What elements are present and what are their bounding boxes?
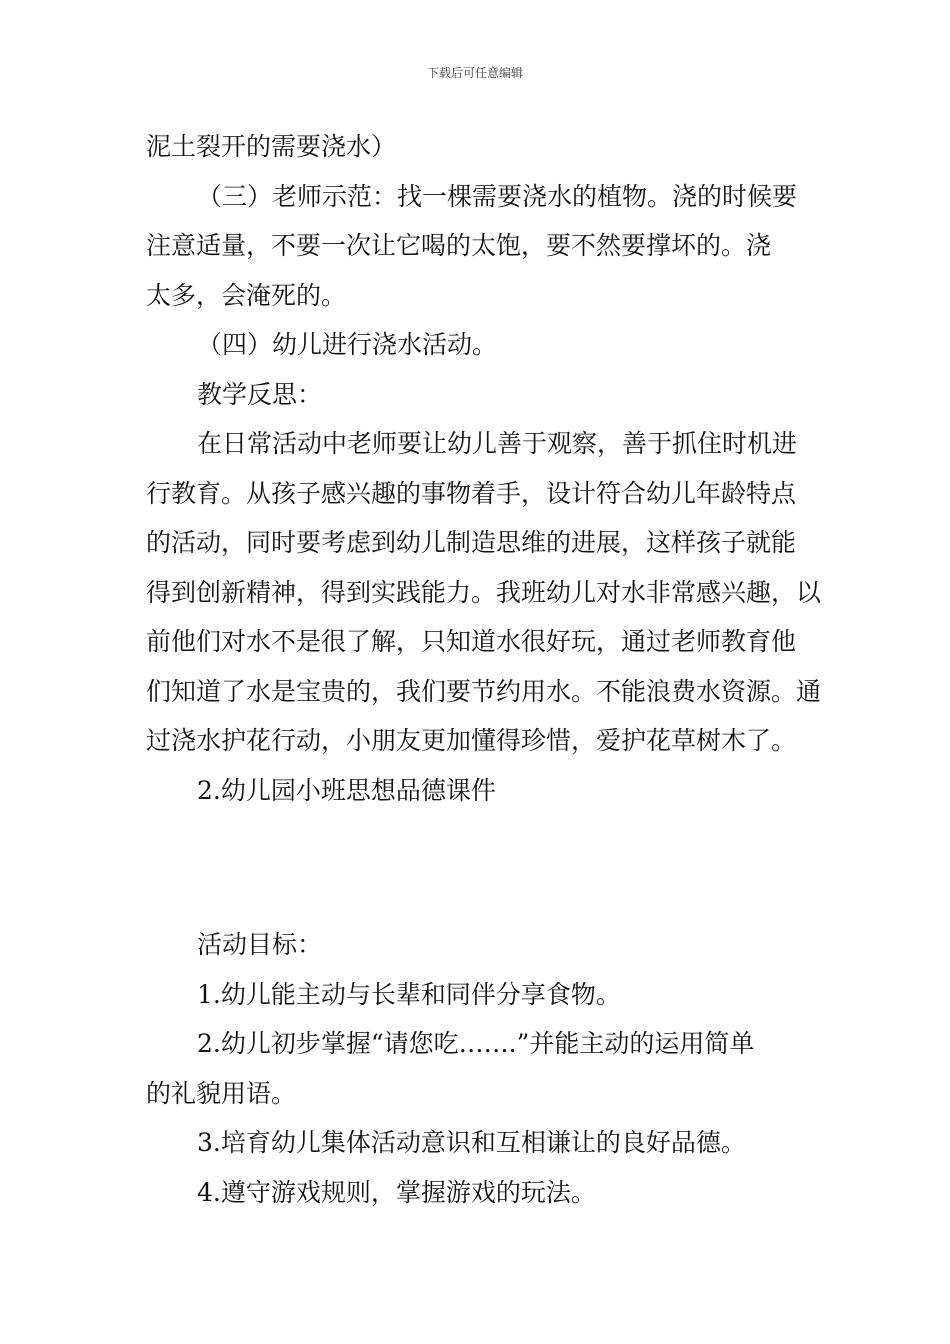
list-item: 2.幼儿初步掌握“请您吃…….”并能主动的运用简单 <box>197 1029 755 1058</box>
paragraph-line: 们知道了水是宝贵的，我们要节约用水。不能浪费水资源。通 <box>146 676 822 706</box>
list-item: 4.遵守游戏规则，掌握游戏的玩法。 <box>197 1177 596 1207</box>
list-item: 1.幼儿能主动与长辈和同伴分享食物。 <box>197 979 621 1009</box>
paragraph-line: 过浇水护花行动，小朋友更加懂得珍惜，爱护花草树木了。 <box>146 726 797 755</box>
paragraph-line: 在日常活动中老师要让幼儿善于观察，善于抓住时机进 <box>197 429 798 458</box>
paragraph-line: 得到创新精神，得到实践能力。我班幼儿对水非常感兴趣，以 <box>146 577 822 607</box>
paragraph-line: 泥土裂开的需要浇水） <box>146 132 397 161</box>
page-header: 下载后可任意编辑 <box>426 66 523 80</box>
list-item: 3.培育幼儿集体活动意识和互相谦让的良好品德。 <box>197 1128 746 1157</box>
paragraph-line: （三）老师示范：找一棵需要浇水的植物。浇的时候要 <box>197 181 798 211</box>
paragraph-line: （四）幼儿进行浇水活动。 <box>197 330 498 359</box>
section-title: 2.幼儿园小班思想品德课件 <box>197 775 496 805</box>
section-heading: 活动目标： <box>197 930 323 959</box>
paragraph-line: 的活动，同时要考虑到幼儿制造思维的进展，这样孩子就能 <box>146 528 797 557</box>
section-heading: 教学反思： <box>197 379 323 409</box>
paragraph-line: 太多，会淹死的。 <box>146 280 347 310</box>
paragraph-line: 前他们对水不是很了解，只知道水很好玩，通过老师教育他 <box>146 627 797 656</box>
body-text-block-1 <box>146 122 822 815</box>
body-text-block-2 <box>146 920 812 1217</box>
paragraph-line: 注意适量，不要一次让它喝的太饱，要不然要撑坏的。浇 <box>146 231 772 260</box>
list-item-continuation: 的礼貌用语。 <box>146 1078 297 1108</box>
paragraph-line: 行教育。从孩子感兴趣的事物着手，设计符合幼儿年龄特点 <box>146 478 797 508</box>
